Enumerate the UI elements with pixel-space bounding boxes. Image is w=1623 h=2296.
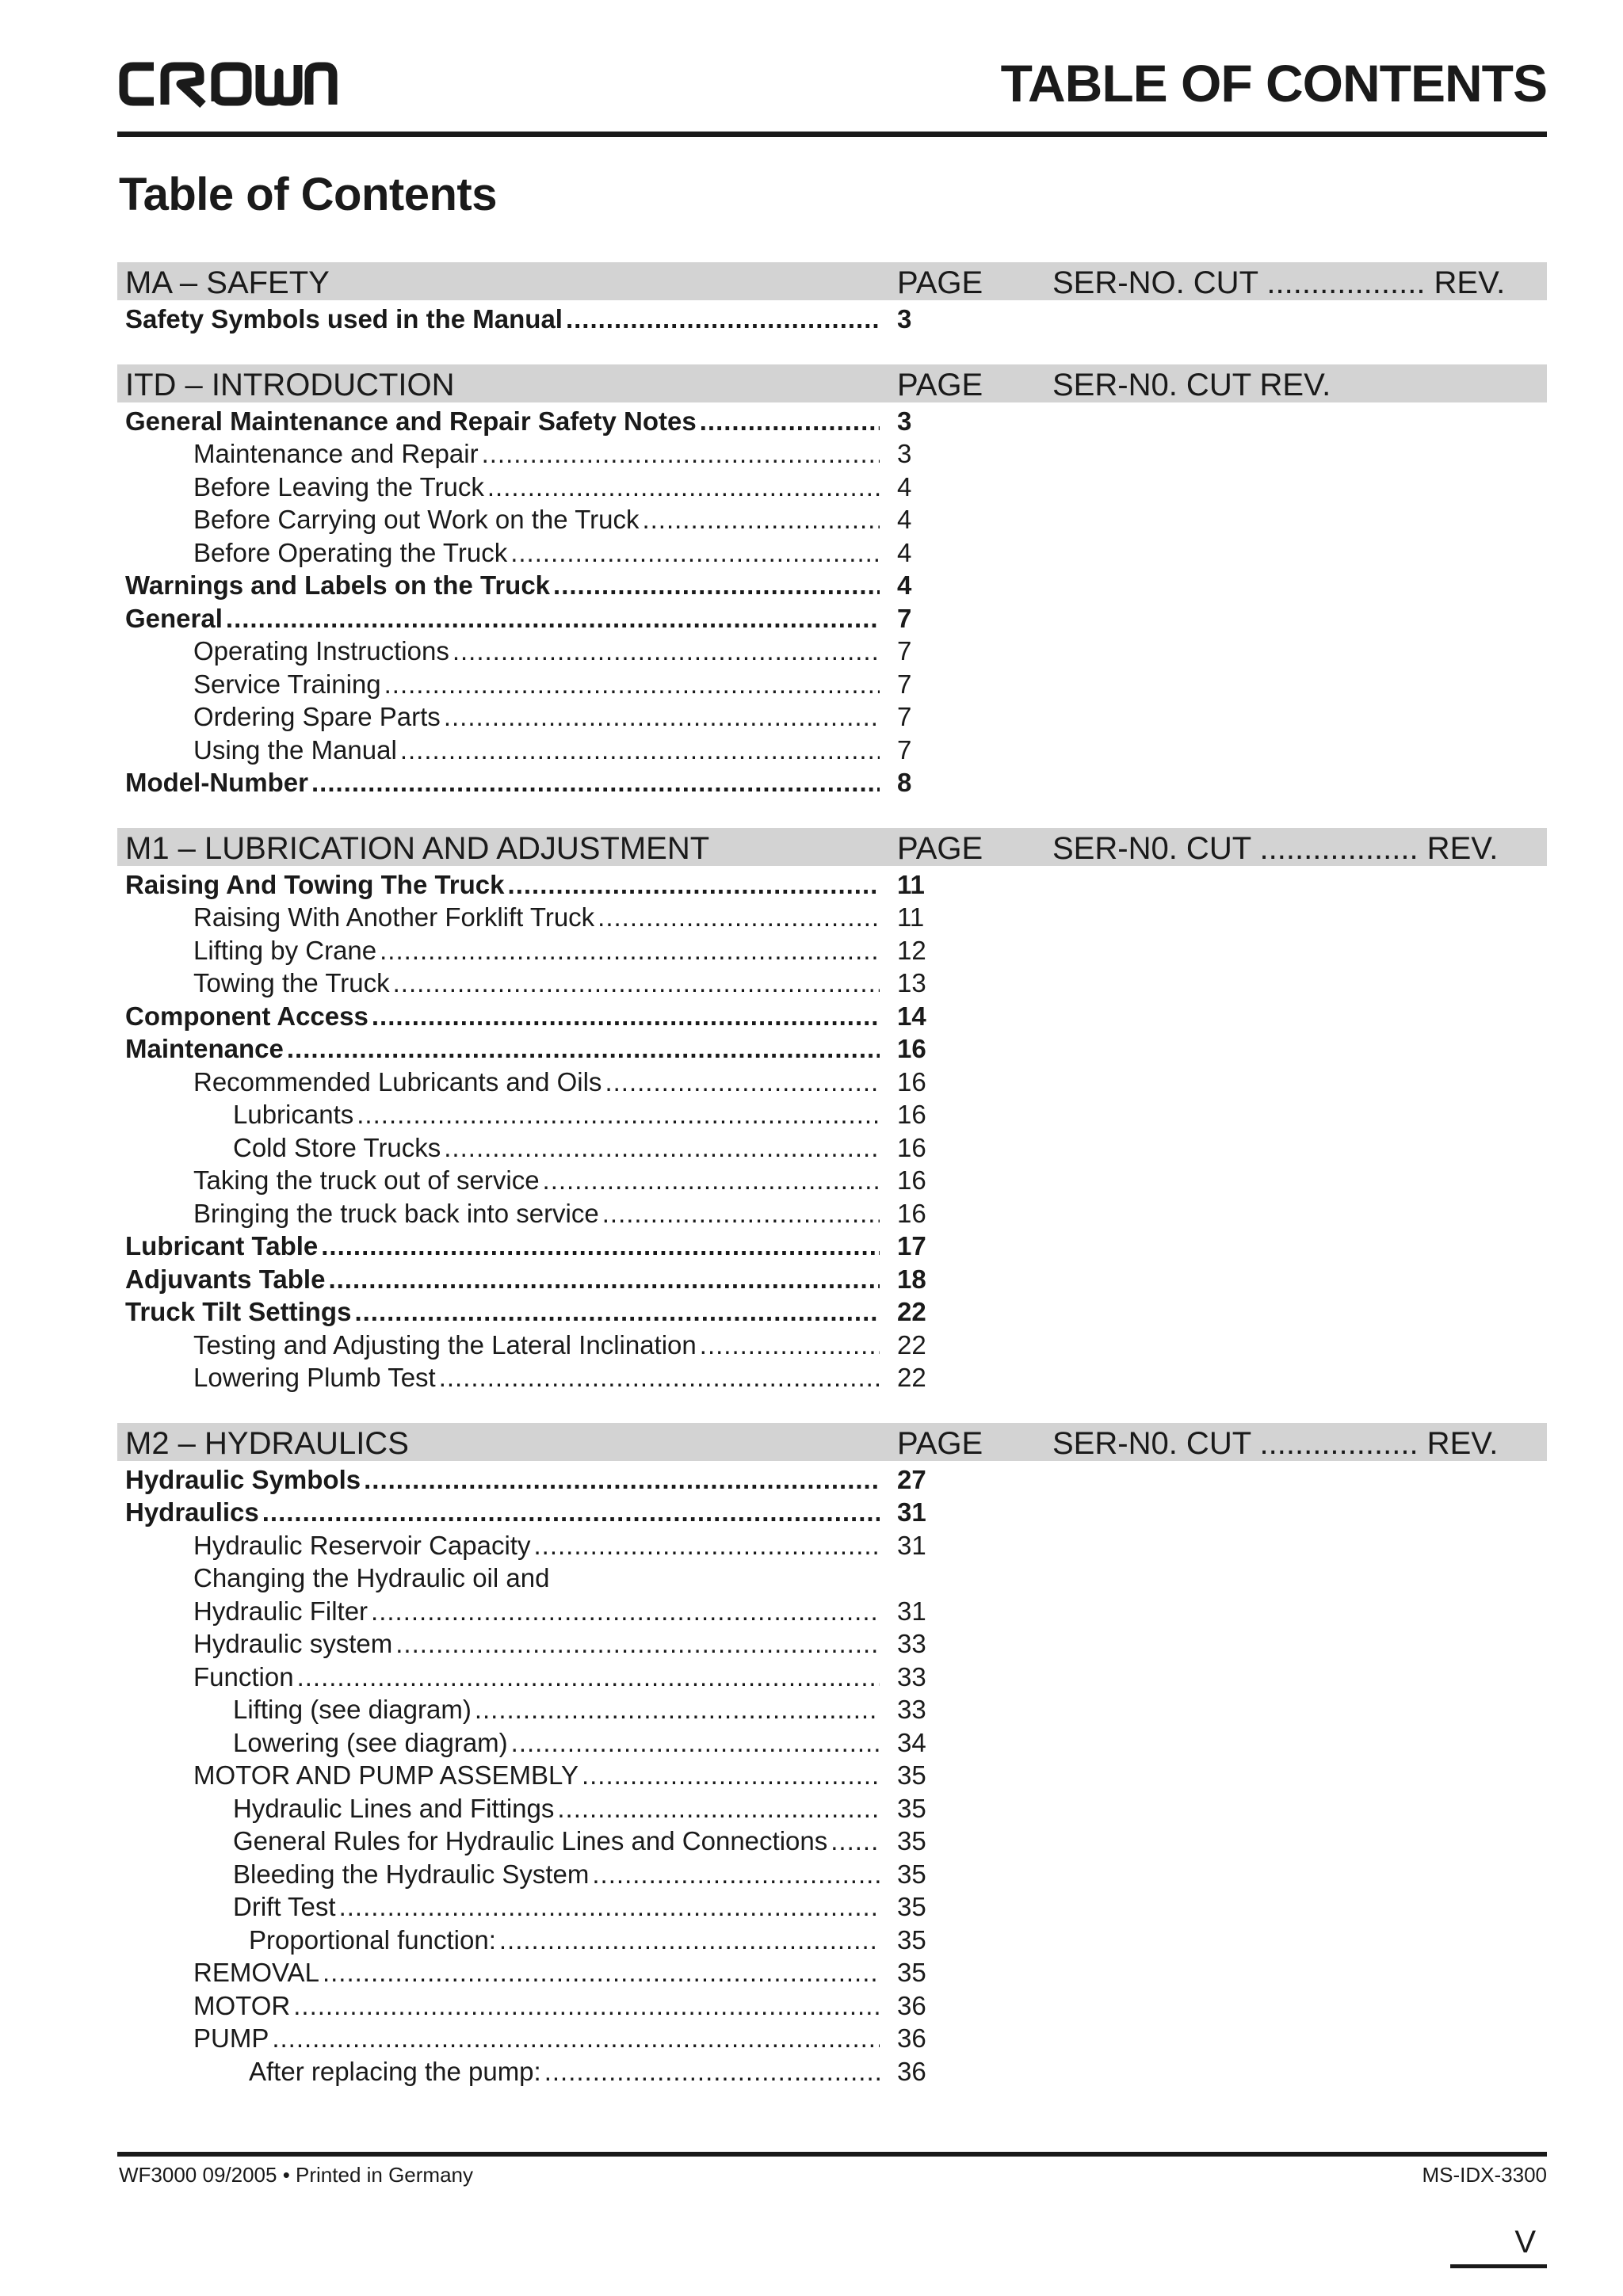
toc-entry-title: Before Operating the Truck bbox=[193, 537, 508, 567]
toc-entry-title: Hydraulic Reservoir Capacity bbox=[193, 1530, 531, 1560]
toc-entry[interactable] bbox=[117, 569, 926, 602]
toc-entry-page: 35 bbox=[897, 1859, 926, 1889]
toc-entry[interactable] bbox=[117, 437, 926, 471]
toc-section bbox=[117, 828, 1547, 1394]
toc-entry-page: 35 bbox=[897, 1892, 926, 1921]
toc-entry-page: 4 bbox=[897, 471, 912, 502]
toc-entry[interactable] bbox=[117, 1661, 926, 1694]
toc-entry[interactable] bbox=[117, 766, 926, 799]
toc-entry-leader bbox=[193, 2022, 880, 2054]
toc-entry[interactable] bbox=[117, 1230, 926, 1263]
section-title: ITD – INTRODUCTION bbox=[125, 367, 455, 402]
toc-entry-title: REMOVAL bbox=[193, 1958, 319, 1987]
section-page-label: PAGE bbox=[897, 367, 983, 402]
toc-entry-leader bbox=[193, 1989, 880, 2022]
toc-entry-page: 7 bbox=[897, 734, 912, 765]
toc-entry[interactable] bbox=[117, 1329, 926, 1362]
toc-entry-leader bbox=[233, 1792, 880, 1825]
toc-entry[interactable] bbox=[117, 1890, 926, 1924]
toc-entry-page: 31 bbox=[897, 1530, 926, 1560]
toc-entry-leader bbox=[193, 1164, 880, 1196]
toc-entry-page: 16 bbox=[897, 1066, 926, 1097]
toc-entry[interactable] bbox=[117, 503, 926, 536]
toc-entry-leader bbox=[193, 734, 880, 766]
toc-entry-title: MOTOR bbox=[193, 1990, 291, 2020]
toc-entry-title: Warnings and Labels on the Truck bbox=[125, 570, 551, 600]
footer-rule bbox=[117, 2152, 1547, 2157]
toc-entry-page: 16 bbox=[897, 1198, 926, 1228]
toc-entry-leader bbox=[249, 2055, 880, 2088]
page-number-rule bbox=[1450, 2264, 1547, 2268]
section-ser-label: SER-N0. CUT .................. REV. bbox=[1052, 830, 1499, 866]
toc-entry-page: 4 bbox=[897, 505, 912, 534]
toc-section bbox=[117, 364, 1547, 799]
section-title: M1 – LUBRICATION AND ADJUSTMENT bbox=[125, 830, 710, 866]
page-number: V bbox=[1514, 2225, 1536, 2260]
section-entries bbox=[117, 303, 1547, 336]
toc-entry-title: Bringing the truck back into service bbox=[193, 1198, 599, 1228]
toc-entry-leader bbox=[193, 1529, 880, 1562]
toc-entry-leader bbox=[233, 1858, 880, 1890]
toc-entry-leader bbox=[233, 1890, 880, 1923]
toc-entry-leader bbox=[193, 901, 880, 933]
section-ser-label: SER-NO. CUT .................. REV. bbox=[1052, 265, 1506, 300]
toc-entry[interactable] bbox=[117, 1693, 926, 1726]
toc-entry-title: Using the Manual bbox=[193, 734, 397, 765]
toc-entry[interactable] bbox=[117, 1295, 926, 1329]
toc-entry-page: 4 bbox=[897, 537, 912, 567]
toc-entry-leader bbox=[193, 1197, 880, 1230]
toc-entry[interactable] bbox=[117, 1197, 926, 1230]
toc-entry-title: Bleeding the Hydraulic System bbox=[233, 1859, 590, 1889]
toc-entry-page: 13 bbox=[897, 968, 926, 997]
toc-entry-page: 14 bbox=[897, 1001, 926, 1031]
toc-entry[interactable] bbox=[117, 1956, 926, 1989]
toc-entry-leader bbox=[125, 569, 880, 601]
toc-entry-title: General Rules for Hydraulic Lines and Connections bbox=[233, 1826, 828, 1855]
table-of-contents bbox=[117, 262, 1547, 2116]
toc-entry-leader bbox=[249, 1924, 880, 1956]
toc-entry-page: 22 bbox=[897, 1297, 926, 1326]
toc-entry-page: 16 bbox=[897, 1165, 926, 1195]
toc-entry-title: Lifting by Crane bbox=[193, 935, 377, 965]
toc-entry-title: Component Access bbox=[125, 1001, 369, 1031]
toc-entry-leader bbox=[193, 437, 880, 470]
toc-entry-title: Towing the Truck bbox=[193, 968, 390, 997]
section-header bbox=[117, 828, 1547, 866]
toc-entry-leader bbox=[193, 934, 880, 967]
toc-entry-title: Hydraulic Symbols bbox=[125, 1464, 361, 1494]
toc-entry-leader bbox=[193, 536, 880, 569]
toc-entry-title: Truck Tilt Settings bbox=[125, 1297, 352, 1326]
toc-entry-page: 16 bbox=[897, 1132, 926, 1162]
toc-entry-page: 12 bbox=[897, 935, 926, 965]
header-rule bbox=[117, 132, 1547, 137]
toc-entry-title: Lowering (see diagram) bbox=[233, 1727, 508, 1757]
section-entries bbox=[117, 405, 1547, 799]
toc-entry-leader bbox=[193, 668, 880, 700]
toc-entry-leader bbox=[193, 635, 880, 667]
toc-entry-title: General Maintenance and Repair Safety Notes bbox=[125, 406, 697, 436]
toc-entry-leader bbox=[125, 1263, 880, 1295]
toc-entry-title: Function bbox=[193, 1661, 294, 1691]
toc-entry-leader bbox=[125, 303, 880, 335]
toc-entry-page: 33 bbox=[897, 1629, 926, 1658]
toc-entry-page: 8 bbox=[897, 768, 912, 797]
toc-entry-page: 16 bbox=[897, 1034, 926, 1063]
toc-entry-title: Maintenance and Repair bbox=[193, 439, 479, 468]
toc-entry-leader bbox=[125, 405, 880, 437]
toc-entry-title: Model-Number bbox=[125, 768, 308, 797]
toc-entry[interactable] bbox=[117, 1463, 926, 1497]
section-header bbox=[117, 364, 1547, 402]
toc-entry-page: 4 bbox=[897, 570, 912, 600]
toc-entry[interactable] bbox=[117, 2055, 926, 2088]
toc-entry-page: 35 bbox=[897, 1760, 926, 1790]
toc-entry-page: 3 bbox=[897, 406, 912, 436]
toc-entry[interactable] bbox=[117, 967, 926, 1000]
toc-entry-leader bbox=[233, 1131, 880, 1164]
toc-entry-page: 22 bbox=[897, 1329, 926, 1360]
section-title: M2 – HYDRAULICS bbox=[125, 1425, 409, 1461]
toc-entry[interactable] bbox=[117, 536, 926, 570]
toc-entry-page: 11 bbox=[897, 869, 925, 899]
toc-entry[interactable] bbox=[117, 868, 926, 902]
toc-entry[interactable] bbox=[117, 1263, 926, 1296]
section-entries bbox=[117, 868, 1547, 1394]
toc-entry[interactable] bbox=[117, 1496, 926, 1529]
toc-entry-title: After replacing the pump: bbox=[249, 2056, 541, 2086]
toc-section bbox=[117, 262, 1547, 336]
toc-entry-title: Proportional function: bbox=[249, 1924, 496, 1955]
toc-entry-page: 36 bbox=[897, 2056, 926, 2086]
toc-entry-title: Cold Store Trucks bbox=[233, 1132, 441, 1162]
toc-entry-title: Operating Instructions bbox=[193, 636, 449, 666]
toc-entry-leader bbox=[193, 1627, 880, 1660]
toc-entry[interactable] bbox=[117, 1098, 926, 1131]
section-header bbox=[117, 1423, 1547, 1461]
toc-section bbox=[117, 1423, 1547, 2088]
section-page-label: PAGE bbox=[897, 830, 983, 866]
section-header bbox=[117, 262, 1547, 300]
toc-entry-page: 36 bbox=[897, 1990, 926, 2020]
toc-entry-title: Taking the truck out of service bbox=[193, 1165, 540, 1195]
section-entries bbox=[117, 1463, 1547, 2088]
footer-print-info: WF3000 09/2005 • Printed in Germany bbox=[119, 2163, 474, 2187]
toc-entry-page: 31 bbox=[897, 1497, 926, 1527]
toc-entry-title: Hydraulics bbox=[125, 1497, 259, 1527]
toc-entry-leader bbox=[125, 766, 880, 799]
toc-entry-page: 3 bbox=[897, 439, 912, 468]
toc-entry[interactable] bbox=[117, 1032, 926, 1066]
toc-entry-leader bbox=[125, 1032, 880, 1065]
toc-entry-title: Raising And Towing The Truck bbox=[125, 869, 505, 899]
toc-entry-page: 17 bbox=[897, 1231, 926, 1261]
toc-entry-title: PUMP bbox=[193, 2023, 269, 2053]
toc-entry-page: 35 bbox=[897, 1793, 926, 1823]
toc-entry-page: 11 bbox=[897, 902, 925, 932]
toc-entry[interactable] bbox=[117, 1595, 926, 1628]
toc-entry-title: Adjuvants Table bbox=[125, 1264, 326, 1294]
toc-entry-title: Lowering Plumb Test bbox=[193, 1363, 436, 1392]
toc-entry[interactable] bbox=[117, 1627, 926, 1661]
toc-entry-leader bbox=[193, 1956, 880, 1989]
toc-entry-leader bbox=[193, 1329, 880, 1361]
toc-entry-leader bbox=[233, 1693, 880, 1726]
toc-entry-leader bbox=[193, 967, 880, 999]
toc-entry[interactable] bbox=[117, 668, 926, 701]
toc-entry[interactable] bbox=[117, 1562, 926, 1595]
toc-entry-title: Maintenance bbox=[125, 1034, 284, 1063]
header-title: TABLE OF CONTENTS bbox=[1000, 54, 1547, 113]
toc-entry-leader bbox=[193, 1361, 880, 1394]
toc-entry-title: Recommended Lubricants and Oils bbox=[193, 1066, 602, 1097]
section-page-label: PAGE bbox=[897, 1425, 983, 1461]
page-heading: Table of Contents bbox=[119, 169, 497, 220]
toc-entry[interactable] bbox=[117, 1000, 926, 1033]
toc-entry-leader bbox=[125, 602, 880, 635]
toc-entry[interactable] bbox=[117, 2022, 926, 2055]
toc-entry-leader bbox=[125, 868, 880, 901]
toc-entry-leader bbox=[125, 1295, 880, 1328]
toc-entry-page: 34 bbox=[897, 1727, 926, 1757]
toc-entry-title: Before Carrying out Work on the Truck bbox=[193, 505, 640, 534]
toc-entry-page: 7 bbox=[897, 636, 912, 666]
toc-entry-title: Drift Test bbox=[233, 1892, 336, 1921]
toc-entry-leader bbox=[233, 1098, 880, 1131]
toc-entry-leader bbox=[233, 1825, 880, 1857]
toc-entry[interactable] bbox=[117, 1989, 926, 2023]
toc-entry-leader bbox=[193, 700, 880, 733]
toc-entry[interactable] bbox=[117, 1066, 926, 1099]
toc-entry[interactable] bbox=[117, 1131, 926, 1165]
toc-entry[interactable] bbox=[117, 602, 926, 635]
toc-entry-page: 35 bbox=[897, 1958, 926, 1987]
toc-entry-leader bbox=[125, 1463, 880, 1496]
toc-entry-page: 7 bbox=[897, 669, 912, 699]
toc-entry-title: Service Training bbox=[193, 669, 381, 699]
footer-document-code: MS-IDX-3300 bbox=[1422, 2163, 1547, 2187]
toc-entry-title: MOTOR AND PUMP ASSEMBLY bbox=[193, 1760, 579, 1790]
toc-entry[interactable] bbox=[117, 405, 926, 438]
toc-entry-title: Hydraulic system bbox=[193, 1629, 393, 1658]
toc-entry-page: 35 bbox=[897, 1924, 926, 1955]
toc-entry-title: Lifting (see diagram) bbox=[233, 1695, 472, 1724]
section-page-label: PAGE bbox=[897, 265, 983, 300]
toc-entry-title: General bbox=[125, 603, 223, 633]
section-title: MA – SAFETY bbox=[125, 265, 330, 300]
toc-entry-page: 22 bbox=[897, 1363, 926, 1392]
toc-entry-page: 36 bbox=[897, 2023, 926, 2053]
toc-entry-title: Hydraulic Filter bbox=[193, 1596, 369, 1626]
toc-entry-leader bbox=[193, 1661, 880, 1693]
toc-entry-page: 16 bbox=[897, 1100, 926, 1129]
toc-entry-page: 33 bbox=[897, 1661, 926, 1691]
toc-entry-page: 7 bbox=[897, 702, 912, 731]
toc-entry-title: Changing the Hydraulic oil and bbox=[193, 1563, 550, 1592]
toc-entry-leader bbox=[125, 1230, 880, 1262]
toc-entry-title: Hydraulic Lines and Fittings bbox=[233, 1793, 555, 1823]
toc-entry[interactable] bbox=[117, 1361, 926, 1394]
toc-entry-leader bbox=[193, 1595, 880, 1627]
toc-entry-page: 3 bbox=[897, 304, 912, 334]
toc-entry-page: 18 bbox=[897, 1264, 926, 1294]
section-ser-label: SER-N0. CUT .................. REV. bbox=[1052, 1425, 1499, 1461]
toc-entry-title: Testing and Adjusting the Lateral Inclination bbox=[193, 1329, 697, 1360]
toc-entry-title: Lubricants bbox=[233, 1100, 354, 1129]
toc-entry-leader bbox=[193, 471, 880, 503]
toc-entry-title: Raising With Another Forklift Truck bbox=[193, 902, 595, 932]
toc-entry-page: 33 bbox=[897, 1695, 926, 1724]
toc-entry[interactable] bbox=[117, 1792, 926, 1825]
toc-entry[interactable] bbox=[117, 1529, 926, 1562]
toc-entry-title: Before Leaving the Truck bbox=[193, 471, 484, 502]
toc-entry-leader bbox=[193, 503, 880, 536]
toc-entry[interactable] bbox=[117, 1858, 926, 1891]
toc-entry-title: Safety Symbols used in the Manual bbox=[125, 304, 563, 334]
toc-entry[interactable] bbox=[117, 700, 926, 734]
section-ser-label: SER-N0. CUT REV. bbox=[1052, 367, 1331, 402]
toc-entry[interactable] bbox=[117, 1164, 926, 1197]
toc-entry[interactable] bbox=[117, 901, 926, 934]
toc-entry[interactable] bbox=[117, 734, 926, 767]
toc-entry[interactable] bbox=[117, 471, 926, 504]
toc-entry[interactable] bbox=[117, 1924, 926, 1957]
crown-logo bbox=[117, 57, 338, 108]
toc-entry-page: 31 bbox=[897, 1596, 926, 1626]
toc-entry-page: 35 bbox=[897, 1826, 926, 1855]
toc-entry-title: Lubricant Table bbox=[125, 1231, 319, 1261]
toc-entry-leader bbox=[125, 1000, 880, 1032]
toc-entry-title: Ordering Spare Parts bbox=[193, 702, 441, 731]
toc-entry[interactable] bbox=[117, 1726, 926, 1760]
toc-entry[interactable] bbox=[117, 934, 926, 967]
toc-entry[interactable] bbox=[117, 635, 926, 668]
toc-entry-leader bbox=[193, 1759, 880, 1791]
crown-logo-icon bbox=[117, 57, 338, 108]
toc-entry-leader bbox=[193, 1562, 880, 1594]
toc-entry[interactable] bbox=[117, 303, 926, 336]
toc-entry[interactable] bbox=[117, 1759, 926, 1792]
toc-entry-leader bbox=[125, 1496, 880, 1528]
toc-entry-page: 27 bbox=[897, 1464, 926, 1494]
toc-entry[interactable] bbox=[117, 1825, 926, 1858]
toc-entry-leader bbox=[193, 1066, 880, 1098]
toc-entry-page: 7 bbox=[897, 603, 912, 633]
toc-entry-leader bbox=[233, 1726, 880, 1759]
